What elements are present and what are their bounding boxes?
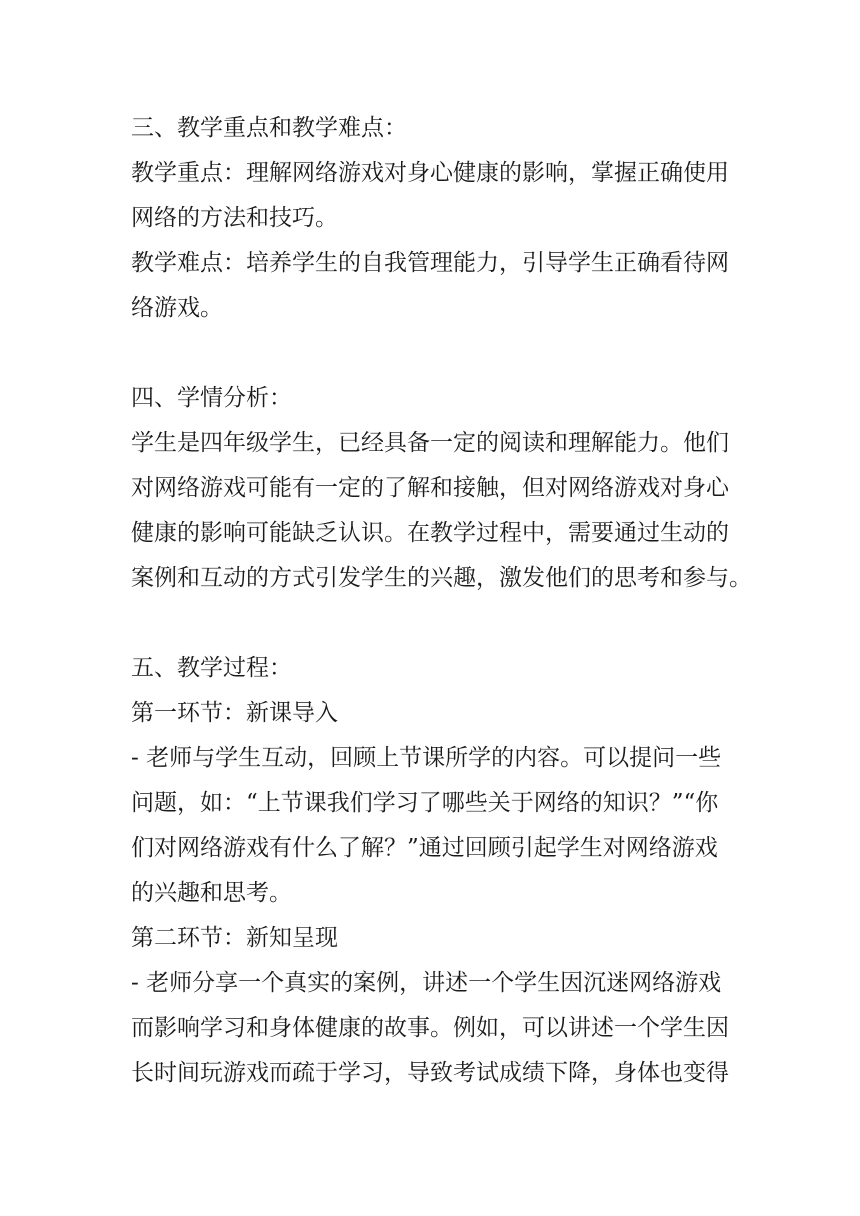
stage2-title: 第二环节：新知呈现 — [131, 925, 338, 951]
key-point-line-2: 网络的方法和技巧。 — [131, 205, 338, 231]
stage1-line-2: 问题，如：“上节课我们学习了哪些关于网络的知识？”“你 — [131, 790, 719, 816]
analysis-line-4: 案例和互动的方式引发学生的兴趣，激发他们的思考和参与。 — [131, 565, 752, 591]
stage1-line-1: - 老师与学生互动，回顾上节课所学的内容。可以提问一些 — [131, 745, 722, 771]
stage1-line-3: 们对网络游戏有什么了解？”通过回顾引起学生对网络游戏 — [131, 835, 718, 861]
section3-heading: 三、教学重点和教学难点： — [131, 115, 407, 141]
analysis-line-1: 学生是四年级学生，已经具备一定的阅读和理解能力。他们 — [131, 430, 729, 456]
analysis-line-3: 健康的影响可能缺乏认识。在教学过程中，需要通过生动的 — [131, 520, 729, 546]
difficulty-line-2: 络游戏。 — [131, 295, 223, 321]
stage1-line-4: 的兴趣和思考。 — [131, 880, 292, 906]
section4-heading: 四、学情分析： — [131, 385, 292, 411]
stage1-title: 第一环节：新课导入 — [131, 700, 338, 726]
analysis-line-2: 对网络游戏可能有一定的了解和接触，但对网络游戏对身心 — [131, 475, 729, 501]
key-point-line-1: 教学重点：理解网络游戏对身心健康的影响，掌握正确使用 — [131, 160, 729, 186]
stage2-line-1: - 老师分享一个真实的案例，讲述一个学生因沉迷网络游戏 — [131, 970, 722, 996]
stage2-line-2: 而影响学习和身体健康的故事。例如，可以讲述一个学生因 — [131, 1015, 729, 1041]
stage2-line-3: 长时间玩游戏而疏于学习，导致考试成绩下降，身体也变得 — [131, 1060, 729, 1086]
difficulty-line-1: 教学难点：培养学生的自我管理能力，引导学生正确看待网 — [131, 250, 729, 276]
section5-heading: 五、教学过程： — [131, 655, 292, 681]
